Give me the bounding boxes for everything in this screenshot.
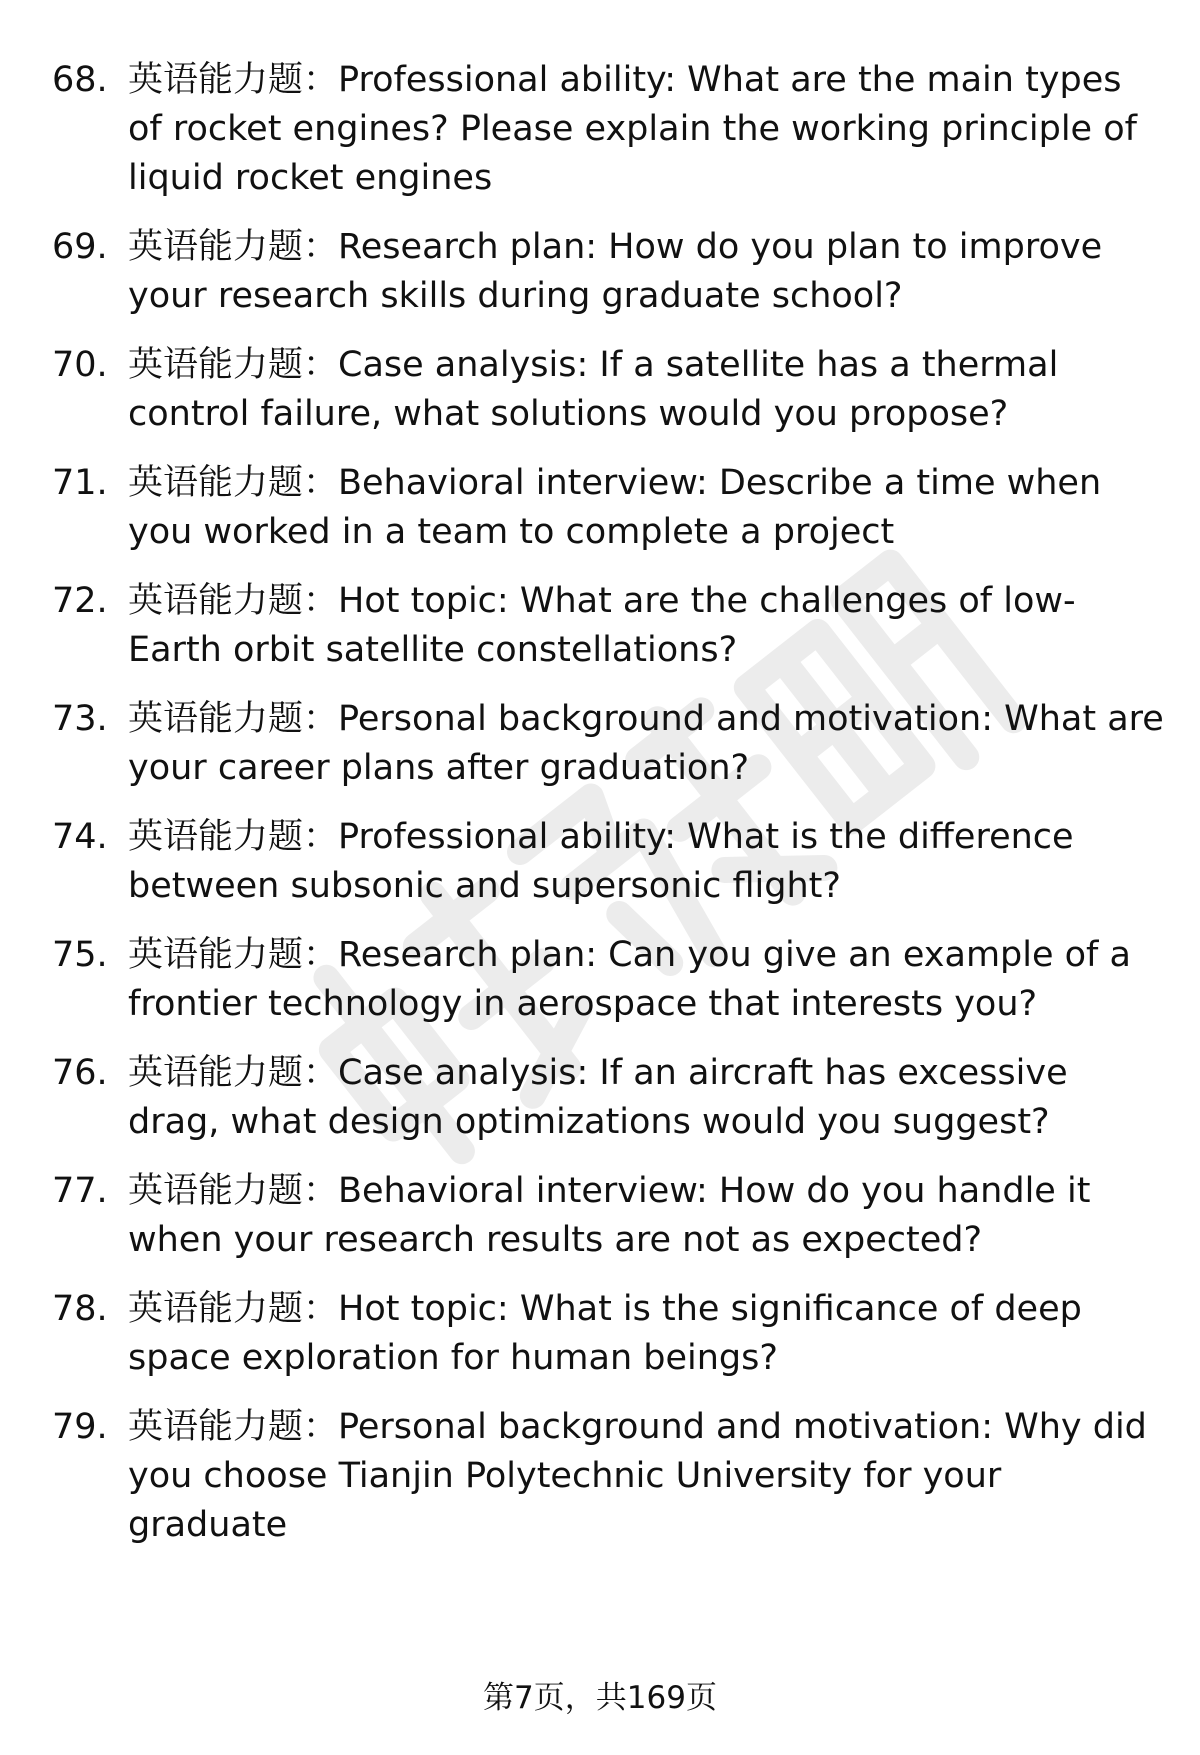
list-item bbox=[52, 813, 1164, 911]
list-item bbox=[52, 695, 1164, 793]
question-list bbox=[52, 56, 1164, 1550]
question-number: 78. bbox=[52, 1289, 108, 1329]
question-text: Research plan: How do you plan to improve your research skills during graduate school? bbox=[128, 227, 1103, 316]
list-item bbox=[52, 1285, 1164, 1383]
list-item bbox=[52, 459, 1164, 557]
question-body bbox=[128, 223, 1164, 321]
question-text: Personal background and motivation: Why did you choose Tianjin Polytechnic University for your graduate bbox=[128, 1407, 1147, 1545]
question-text: Professional ability: What is the difference between subsonic and supersonic flight? bbox=[128, 817, 1074, 906]
question-text: Behavioral interview: Describe a time when you worked in a team to complete a project bbox=[128, 463, 1102, 552]
question-body bbox=[128, 1049, 1164, 1147]
question-prefix: 英语能力题： bbox=[128, 463, 339, 503]
question-body bbox=[128, 459, 1164, 557]
question-number: 69. bbox=[52, 227, 108, 267]
question-body bbox=[128, 577, 1164, 675]
question-prefix: 英语能力题： bbox=[128, 817, 339, 857]
question-number: 71. bbox=[52, 463, 108, 503]
question-number: 68. bbox=[52, 60, 108, 100]
question-text: Case analysis: If an aircraft has excessive drag, what design optimizations would you suggest? bbox=[128, 1053, 1068, 1142]
question-number: 70. bbox=[52, 345, 108, 385]
question-number: 73. bbox=[52, 699, 108, 739]
question-number: 74. bbox=[52, 817, 108, 857]
question-body bbox=[128, 341, 1164, 439]
list-item bbox=[52, 341, 1164, 439]
page-number-label: 第7页，共169页 bbox=[483, 1680, 717, 1716]
question-text: Behavioral interview: How do you handle it when your research results are not as expected? bbox=[128, 1171, 1091, 1260]
question-prefix: 英语能力题： bbox=[128, 227, 339, 267]
question-body bbox=[128, 931, 1164, 1029]
question-prefix: 英语能力题： bbox=[128, 1053, 339, 1093]
question-prefix: 英语能力题： bbox=[128, 935, 339, 975]
question-text: Professional ability: What are the main types of rocket engines? Please explain the working principle of liquid rocket engines bbox=[128, 60, 1137, 198]
question-prefix: 英语能力题： bbox=[128, 60, 339, 100]
question-text: Personal background and motivation: What are your career plans after graduation? bbox=[128, 699, 1164, 788]
list-item bbox=[52, 223, 1164, 321]
question-text: Case analysis: If a satellite has a thermal control failure, what solutions would you propose? bbox=[128, 345, 1059, 434]
question-body bbox=[128, 56, 1164, 203]
question-text: Hot topic: What is the significance of deep space exploration for human beings? bbox=[128, 1289, 1082, 1378]
question-body bbox=[128, 1167, 1164, 1265]
question-prefix: 英语能力题： bbox=[128, 581, 339, 621]
question-prefix: 英语能力题： bbox=[128, 1407, 339, 1447]
list-item bbox=[52, 56, 1164, 203]
question-body bbox=[128, 695, 1164, 793]
list-item bbox=[52, 1167, 1164, 1265]
list-item bbox=[52, 577, 1164, 675]
question-body bbox=[128, 1285, 1164, 1383]
page-footer bbox=[0, 1678, 1200, 1718]
list-item bbox=[52, 1403, 1164, 1550]
question-text: Research plan: Can you give an example of a frontier technology in aerospace that interests you? bbox=[128, 935, 1131, 1024]
question-number: 76. bbox=[52, 1053, 108, 1093]
question-prefix: 英语能力题： bbox=[128, 345, 339, 385]
question-number: 77. bbox=[52, 1171, 108, 1211]
question-prefix: 英语能力题： bbox=[128, 1171, 339, 1211]
question-body bbox=[128, 813, 1164, 911]
question-number: 72. bbox=[52, 581, 108, 621]
list-item bbox=[52, 931, 1164, 1029]
question-prefix: 英语能力题： bbox=[128, 1289, 339, 1329]
question-text: Hot topic: What are the challenges of low-Earth orbit satellite constellations? bbox=[128, 581, 1076, 670]
question-prefix: 英语能力题： bbox=[128, 699, 339, 739]
question-body bbox=[128, 1403, 1164, 1550]
question-number: 79. bbox=[52, 1407, 108, 1447]
question-number: 75. bbox=[52, 935, 108, 975]
list-item bbox=[52, 1049, 1164, 1147]
